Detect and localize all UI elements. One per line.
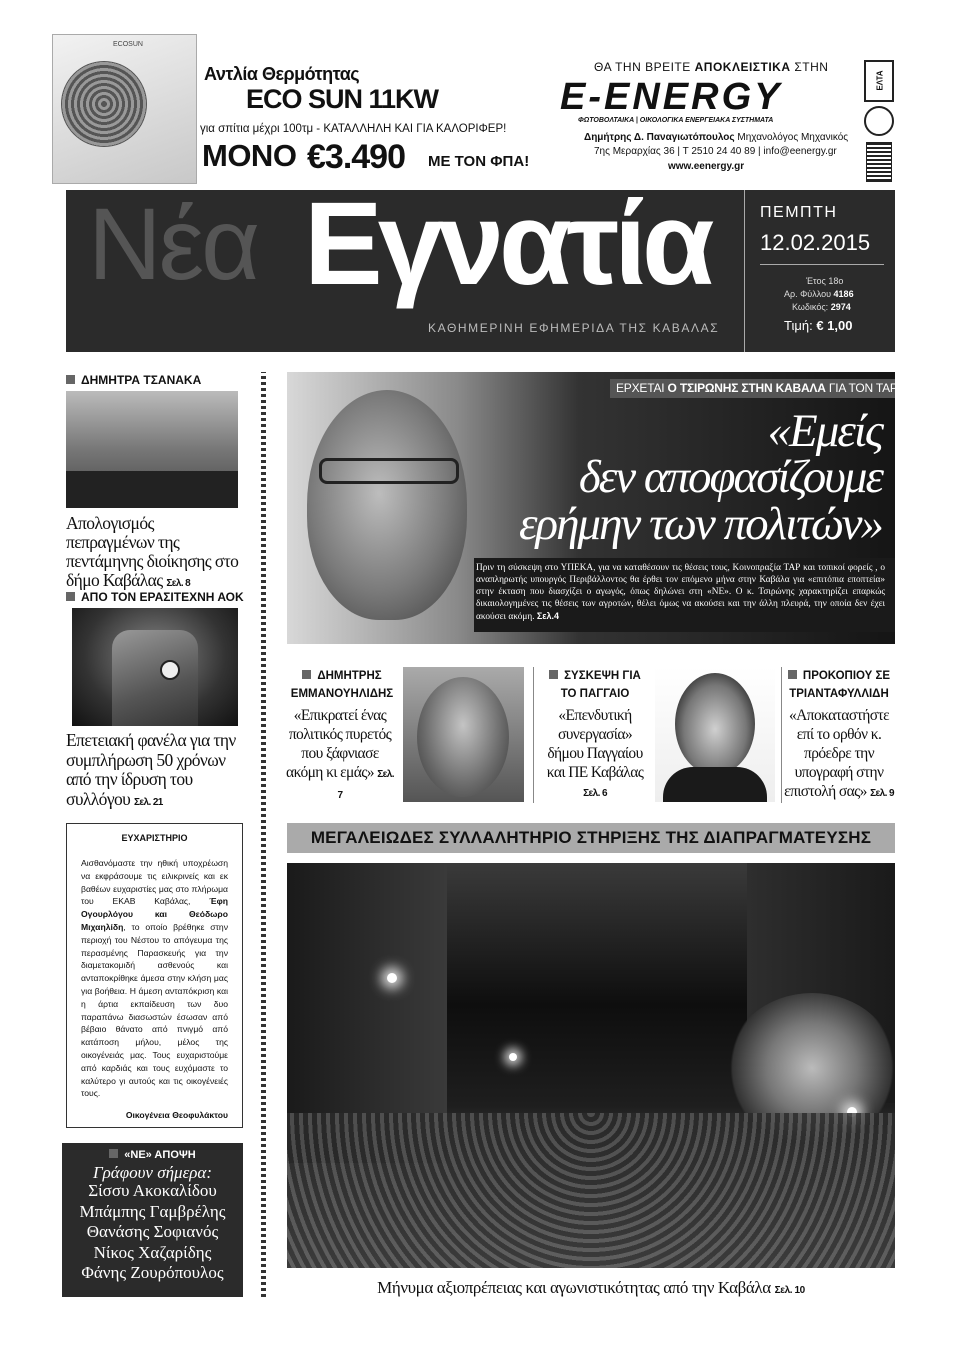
masthead-title-bold: Εγνατία [304, 178, 710, 310]
story1-page[interactable]: Σελ. 8 [166, 578, 191, 589]
club-badge-icon [160, 660, 180, 680]
story1-headline-text: Απολογισμός πεπραγμένων της πεντάμηνης διοίκησης στο δήμο Καβάλας [66, 513, 239, 590]
lead-kicker [610, 379, 898, 398]
story-b-quote-text: «Επενδυτική συνεργασία» δήμου Παγγαίου και ΠΕ Καβάλας [546, 707, 644, 781]
heatpump-price: €3.490 [307, 138, 405, 176]
eenergy-logo: E-ENERGY [560, 76, 783, 118]
eenergy-tagline-bold: ΑΠΟΚΛΕΙΣΤΙΚΑ [694, 60, 791, 74]
rally-page[interactable]: Σελ. 10 [774, 1285, 805, 1296]
opinion-author: Σίσσυ Ακοκαλίδου [88, 1181, 217, 1200]
story-b-photo [655, 667, 775, 802]
opinion-box [62, 1143, 243, 1297]
opinion-intro: Γράφουν σήμερα: [92, 1163, 213, 1182]
eenergy-tagline [594, 60, 828, 74]
story2-label: ΑΠΟ ΤΟΝ ΕΡΑΣΙΤΕΧΝΗ ΑΟΚ [66, 590, 244, 604]
story-b-suit [663, 767, 767, 802]
eenergy-address: 7ης Μεραρχίας 36 | Τ 2510 24 40 89 | info@eenergy.gr [594, 146, 837, 157]
jersey-shape [112, 630, 198, 726]
thanks-text-2: , το οποίο βρέθηκε στην περιοχή του Νέστου το απόγευμα της περασμένης Παρασκευής για την διαμετακομιδή ασθενούς και ανταποκρίθηκε άμεσα στην κλήση μας για βοήθεια. Η άμεση ανταπόκριση και η άρτια εκπαίδευση των δυο παραπάνω διασωστών έσωσαν από βέβαιο θάνατο από πνιγμό από κατάποση μήλου, μέλος της οικογένειάς μας. Τους ευχαριστούμε από καρδιάς και τους ευχόμαστε το καλύτερο γι αυτούς και τις οικογένειές τους. [81, 921, 228, 1099]
code-number: 2974 [830, 302, 851, 312]
story-b-page[interactable]: Σελ. 6 [583, 788, 607, 799]
heatpump-title: Αντλία Θερμότητας [204, 64, 360, 84]
story-c-page[interactable]: Σελ. 9 [870, 788, 894, 799]
story-b-quote [540, 706, 650, 803]
story-c-quote [780, 706, 898, 803]
barcode-icon [866, 142, 892, 182]
price-value: € 1,00 [816, 318, 853, 333]
lead-kicker-post: ΓΙΑ ΤΟΝ ΤΑΡ [828, 381, 898, 395]
lead-headline-3: ερήμην των πολιτών» [519, 498, 882, 550]
masthead-code [792, 302, 851, 312]
masthead-divider [744, 190, 745, 352]
lead-page[interactable]: Σελ.4 [536, 611, 560, 621]
heatpump-model: ECO SUN 11KW [246, 84, 439, 114]
seal-icon [864, 106, 894, 136]
heatpump-ad [52, 34, 552, 184]
story1-photo [66, 391, 238, 508]
issue-number: 4186 [833, 289, 854, 299]
masthead-rule [760, 264, 884, 265]
story1-headline [66, 514, 244, 593]
fan-grille-icon [61, 61, 147, 147]
masthead-title-light: Νέα [88, 187, 258, 301]
story-b-label: ΣΥΣΚΕΨΗ ΓΙΑ ΤΟ ΠΑΓΓΑΙΟ [540, 667, 650, 703]
masthead-subtitle: ΚΑΘΗΜΕΡΙΝΗ ΕΦΗΜΕΡΙΔΑ ΤΗΣ ΚΑΒΑΛΑΣ [428, 321, 720, 335]
masthead-year: Έτος 18ο [806, 276, 844, 286]
lead-portrait-face [307, 390, 467, 620]
table-shape [66, 471, 238, 508]
story-a-photo [403, 667, 524, 802]
story2-headline-text: Επετειακή φανέλα για την συμπλήρωση 50 χρόνων από την ίδρυση του συλλόγου [66, 730, 236, 809]
masthead [66, 178, 895, 352]
thanks-box [66, 823, 243, 1128]
story2-headline [66, 731, 244, 812]
story-a-page[interactable]: Σελ. 7 [337, 769, 394, 801]
thanks-signature: Οικογένεια Θεοφυλάκτου [125, 1110, 228, 1121]
eenergy-contact-name: Δημήτρης Δ. Παναγιωτόπουλος [584, 132, 735, 143]
story-c-quote-text: «Αποκαταστήστε επί το ορθόν κ. πρόεδρε την υπογραφή στην επιστολή σας» [784, 707, 890, 800]
rally-banner: ΜΕΓΑΛΕΙΩΔΕΣ ΣΥΛΛΑΛΗΤΗΡΙΟ ΣΤΗΡΙΞΗΣ ΤΗΣ ΔΙΑΠΡΑΓΜΑΤΕΥΣΗΣ [287, 823, 895, 853]
lead-headline-1: «Εμείς [767, 405, 882, 457]
heatpump-price-suffix: ΜΕ ΤΟΝ ΦΠΑ! [428, 153, 530, 170]
eenergy-contact [584, 132, 848, 143]
thanks-title: ΕΥΧΑΡΙΣΤΗΡΙΟ [121, 833, 188, 843]
thanks-names: Έφη Ογουρλόγου και Θεόδωρο Μιχαηλίδη [81, 896, 228, 932]
heatpump-unit-image [52, 34, 197, 184]
street-light-icon [387, 973, 397, 983]
story-a-quote-text: «Επικρατεί ένας πολιτικός πυρετός που ξάφνιασε ακόμη κι εμάς» [286, 707, 392, 781]
eenergy-tagline-pre: ΘΑ ΤΗΝ ΒΡΕΙΤΕ [594, 60, 691, 74]
story-a-face [417, 677, 509, 797]
thanks-text-1: Αισθανόμαστε την ηθική υποχρέωση να εκφράσουμε τις ειλικρινείς και εκ βαθέων ευχαριστίες μας στο πλήρωμα του ΕΚΑΒ Καβάλας, [81, 858, 228, 907]
story-b-face [675, 673, 755, 775]
rally-caption [287, 1278, 895, 1298]
story1-label: ΔΗΜΗΤΡΑ ΤΣΑΝΑΚΑ [66, 373, 201, 387]
eenergy-website[interactable]: www.eenergy.gr [668, 161, 745, 172]
story-c-label: ΠΡΟΚΟΠΙΟΥ ΣΕ ΤΡΙΑΝΤΑΦΥΛΛΙΔΗ [784, 667, 894, 703]
masthead-issue [784, 289, 854, 299]
opinion-author: Μπάμπης Γαμβρέλης [79, 1201, 226, 1221]
heatpump-price-prefix: ΜΟΝΟ [202, 138, 297, 173]
opinion-author: Θανάσης Σοφιανός [86, 1222, 219, 1241]
price-label: Τιμή: [784, 318, 813, 333]
heatpump-brand: ECOSUN [113, 41, 143, 48]
street-light-icon [509, 1053, 517, 1061]
issue-label: Αρ. Φύλλου [784, 289, 832, 299]
crowd [287, 1113, 895, 1268]
opinion-label: «ΝΕ» ΑΠΟΨΗ [62, 1149, 243, 1161]
lead-kicker-bold: Ο ΤΣΙΡΩΝΗΣ ΣΤΗΝ ΚΑΒΑΛΑ [667, 381, 826, 395]
story2-photo [72, 608, 238, 726]
elta-logo [864, 60, 894, 102]
glasses-icon [319, 458, 459, 484]
opinion-author: Φάνης Ζουρόπουλος [81, 1263, 224, 1282]
thanks-text [81, 857, 228, 1100]
story-a-quote [286, 706, 394, 805]
eenergy-ad [556, 60, 858, 178]
opinion-author: Νίκος Χαζαρίδης [93, 1242, 212, 1262]
masthead-date: 12.02.2015 [760, 230, 871, 255]
lead-kicker-pre: ΕΡΧΕΤΑΙ [616, 381, 665, 395]
code-label: Κωδικός: [792, 302, 829, 312]
heatpump-subtitle: για σπίτια μέχρι 100τμ - ΚΑΤΑΛΛΗΛΗ ΚΑΙ ΓΙΑ ΚΑΛΟΡΙΦΕΡ! [200, 123, 507, 135]
lead-body-text: Πριν τη σύσκεψη στο ΥΠΕΚΑ, για να καταθέσουν τις θέσεις τους, Κοινοπραξία ΤΑΡ και τοπικοί φορείς , ο αναπληρωτής υπουργός Περιβάλλοντος θα έρθει τον επόμενο μήνα στην Καβάλα για «επιτόπια εποπτεία» στην έκταση που διασχίζει ο αγωγός, όπως δηλώνει στη «ΝΕ». Ο κ. Τσιρώνης χαρακτηρίζει επαρκώς δικαιολογημένες τις θέσεις των αγροτών, θέλει όμως να ακούσει και την άλλη πλευρά, την οποία δεν έχει ακούσει ακόμη. [476, 563, 885, 622]
rally-photo [287, 863, 895, 1268]
story-a-label: ΔΗΜΗΤΡΗΣ ΕΜΜΑΝΟΥΗΛΙΔΗΣ [290, 667, 394, 703]
eenergy-tagline-post: ΣΤΗΝ [794, 60, 829, 74]
eenergy-logo-sub: ΦΩΤΟΒΟΛΤΑΙΚΑ | ΟΙΚΟΛΟΓΙΚΑ ΕΝΕΡΓΕΙΑΚΑ ΣΥΣΤΗΜΑΤΑ [578, 117, 774, 124]
lead-body [474, 558, 895, 632]
masthead-price [784, 318, 852, 333]
lead-headline-2: δεν αποφασίζουμε [578, 451, 882, 503]
masthead-day: ΠΕΜΠΤΗ [760, 204, 838, 221]
story2-page[interactable]: Σελ. 21 [133, 796, 163, 808]
story-separator-1 [533, 667, 534, 803]
column-separator [261, 372, 266, 1297]
elta-label: ΕΛΤΑ [875, 70, 885, 91]
rally-caption-text: Μήνυμα αξιοπρέπειας και αγωνιστικότητας από την Καβάλα [377, 1278, 771, 1297]
eenergy-contact-role: Μηχανολόγος Μηχανικός [737, 132, 849, 143]
